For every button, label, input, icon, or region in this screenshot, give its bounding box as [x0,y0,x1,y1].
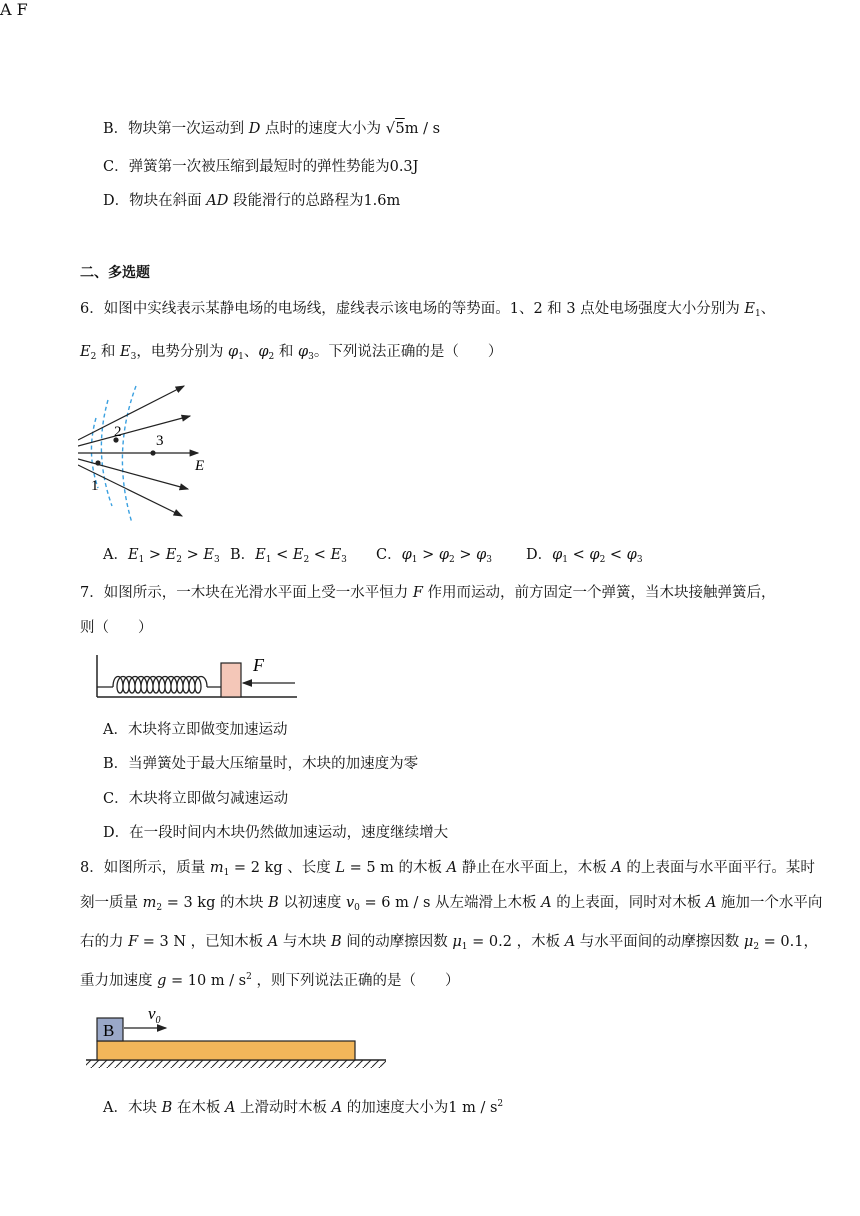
plank-block-figure [84,1003,396,1071]
label-f: F [253,655,264,675]
point-1 [95,460,100,465]
q8-stem-line4: 重力加速度 g = 10 m / $s^2$ ，则下列说法正确的是（ ） [80,972,460,989]
q8-stem-line1: 8．如图所示，质量 $m_1 = 2$ kg 、长度 L = 5 m 的木板 A 静止在水平面上，木板 A 的上表面与水平面平行。某时 [80,860,815,878]
q7-option-c: C．木块将立即做匀减速运动 [103,791,289,807]
q6-option-a: A．$E_1 > E_2 > E_3$ [103,547,220,565]
label-b: B [103,1021,115,1040]
label-1: 1 [91,478,99,494]
equipotential-3 [122,386,136,523]
ground-hatch [86,1060,386,1068]
q8-stem-line3: 右的力 F = 3 N ，已知木板 A 与木块 B 间的动摩擦因数 $\mu_1 = 0.2$ ，木板 A 与水平面间的动摩擦因数 $\mu_2 = 0.1$， [80,934,818,952]
q6-options [103,545,643,570]
q5-option-b: B．物块第一次运动到 D 点时的速度大小为 √5m / s [103,119,441,137]
q5-option-c: C．弹簧第一次被压缩到最短时的弹性势能为0.3J [103,159,419,175]
q6-option-b: B．$E_1 < E_2 < E_3$ [230,547,347,565]
electric-field-figure [78,378,218,526]
label-f8: F [16,0,28,19]
point-3 [150,450,155,455]
wood-block [221,663,241,697]
q6-stem-line1: 6．如图中实线表示某静电场的电场线，虚线表示该电场的等势面。1、2 和 3 点处电场强度大小分别为 $E_1$、 [80,301,776,319]
q7-option-b: B．当弹簧处于最大压缩量时，木块的加速度为零 [103,756,419,772]
q8-stem-line2: 刻一质量 $m_2 = 3$ kg 的木块 B 以初速度 $v_0 = 6$ m / s 从左端滑上木板 A 的上表面，同时对木板 A 施加一个水平向 [80,895,823,913]
label-a: A [0,0,12,19]
label-e: E [195,458,205,474]
q7-stem-line2: 则（ ） [80,620,153,636]
plank-a [97,1041,355,1060]
label-2: 2 [114,424,122,440]
q7-option-a: A．木块将立即做变加速运动 [103,722,288,738]
spring-block-figure [95,651,305,703]
label-3: 3 [156,433,164,449]
q8-option-a: A．木块 B 在木板 A 上滑动时木板 A 的加速度大小为1 m / $s^2$ [103,1099,504,1116]
spring [97,677,221,694]
q6-option-d: D．$\varphi_1 < \varphi_2 < \varphi_3$ [526,547,643,565]
q6-option-c: C．$\varphi_1 > \varphi_2 > \varphi_3$ [376,547,493,565]
q7-stem-line1: 7．如图所示，一木块在光滑水平面上受一水平恒力 F 作用而运动，前方固定一个弹簧，当木块接触弹簧后， [80,585,776,601]
q6-stem-line2: $E_2$ 和 $E_3$，电势分别为 $\varphi_1$、$\varphi_2$ 和 $\varphi_3$。下列说法正确的是（ ） [80,344,503,362]
label-v0: $v_0$ [148,1004,161,1026]
q7-option-d: D．在一段时间内木块仍然做加速运动，速度继续增大 [103,825,449,841]
section-heading: 二、多选题 [80,265,150,281]
q5-option-d: D．物块在斜面 AD 段能滑行的总路程为1.6m [103,193,401,209]
